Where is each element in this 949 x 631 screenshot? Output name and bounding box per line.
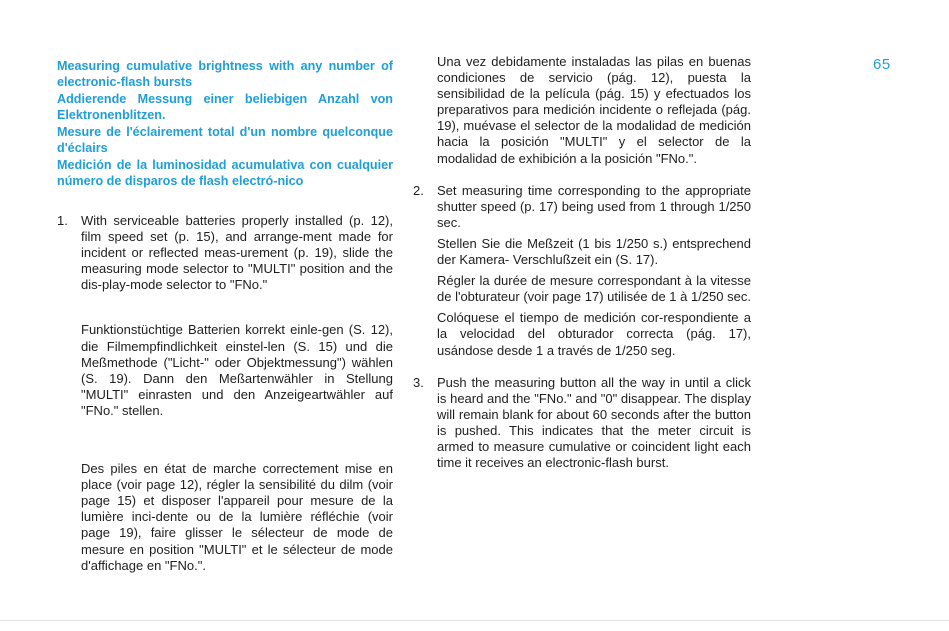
step-1-number: 1. (57, 213, 68, 228)
step-1-french: Des piles en état de marche correctement mise en place (voir page 12), régler la sensibilité du dilm (voir page 15) et disposer l'appareil pour mesure de la lumière inci-dente ou de la lumière réfléchie (voir page 19), faire glisser le sélecteur de mode de mesure en position "MULTI" et le sélecteur de mode d'affichage en "FNo.". (81, 461, 393, 573)
step-1-german: Funktionstüchtige Batterien korrekt einle-gen (S. 12), die Filmempfindlichkeit einstel-len (S. 15) und die Meßmethode ("Licht-" oder Objektmessung") wählen (S. 19). Dann den Meßartenwähler in Stellung "MULTI" einrasten und den Anzeigeartwähler auf "FNo." stellen. (81, 322, 393, 418)
step-1-english: With serviceable batteries properly installed (p. 12), film speed set (p. 15), and arrange-ment made for incident or reflected meas-urement (p. 19), slide the measuring mode selector to "MULTI" position and the dis-play-mode selector to "FNo." (81, 213, 393, 293)
page-edge-rule (0, 620, 949, 621)
step-2-spanish: Colóquese el tiempo de medición cor-respondiente a la velocidad del obturador correcta (pág. 17), usándose desde 1 a través de 1/250 seg. (437, 310, 751, 358)
step-2-french: Régler la durée de mesure correspondant à la vitesse de l'obturateur (voir page 17) utilisée de 1 à 1/250 sec. (437, 273, 751, 305)
heading-french: Mesure de l'éclairement total d'un nombre quelconque d'éclairs (57, 125, 393, 155)
heading-english: Measuring cumulative brightness with any number of electronic-flash bursts (57, 59, 393, 89)
step-3 (413, 375, 751, 472)
left-column (57, 58, 393, 587)
step-2-english: Set measuring time corresponding to the appropriate shutter speed (p. 17) being used from 1 through 1/250 sec. (437, 182, 751, 230)
page-number: 65 (873, 56, 891, 73)
step-1-spanish: Una vez debidamente instaladas las pilas en buenas condiciones de servicio (pág. 12), puesta la sensibilidad de la película (pág. 15) y efectuados los preparativos para medición incidente o reflejada (pág. 19), muévase el selector de la modalidad de medición hacia la posición "MULTI" y el selector de la modalidad de exhibición a la posición "FNo.". (437, 54, 751, 166)
heading-spanish: Medición de la luminosidad acumulativa con cualquier número de disparos de flash electró-nico (57, 158, 393, 188)
step-2-number: 2. (413, 182, 424, 198)
step-2-german: Stellen Sie die Meßzeit (1 bis 1/250 s.) entsprechend der Kamera- Verschlußzeit ein (S. 17). (437, 235, 751, 268)
step-1 (57, 213, 393, 293)
right-column (413, 54, 751, 471)
step-3-number: 3. (413, 374, 424, 390)
heading-german: Addierende Messung einer beliebigen Anzahl von Elektronenblitzen. (57, 92, 393, 122)
step-1-continued (413, 54, 751, 167)
step-2 (413, 183, 751, 359)
step-3-english: Push the measuring button all the way in until a click is heard and the "FNo." and "0" disappear. The display will remain blank for about 60 seconds after the button is pushed. This indicates that the meter circuit is armed to measure cumulative or coincident light each time it receives an electronic-flash burst. (437, 374, 751, 471)
